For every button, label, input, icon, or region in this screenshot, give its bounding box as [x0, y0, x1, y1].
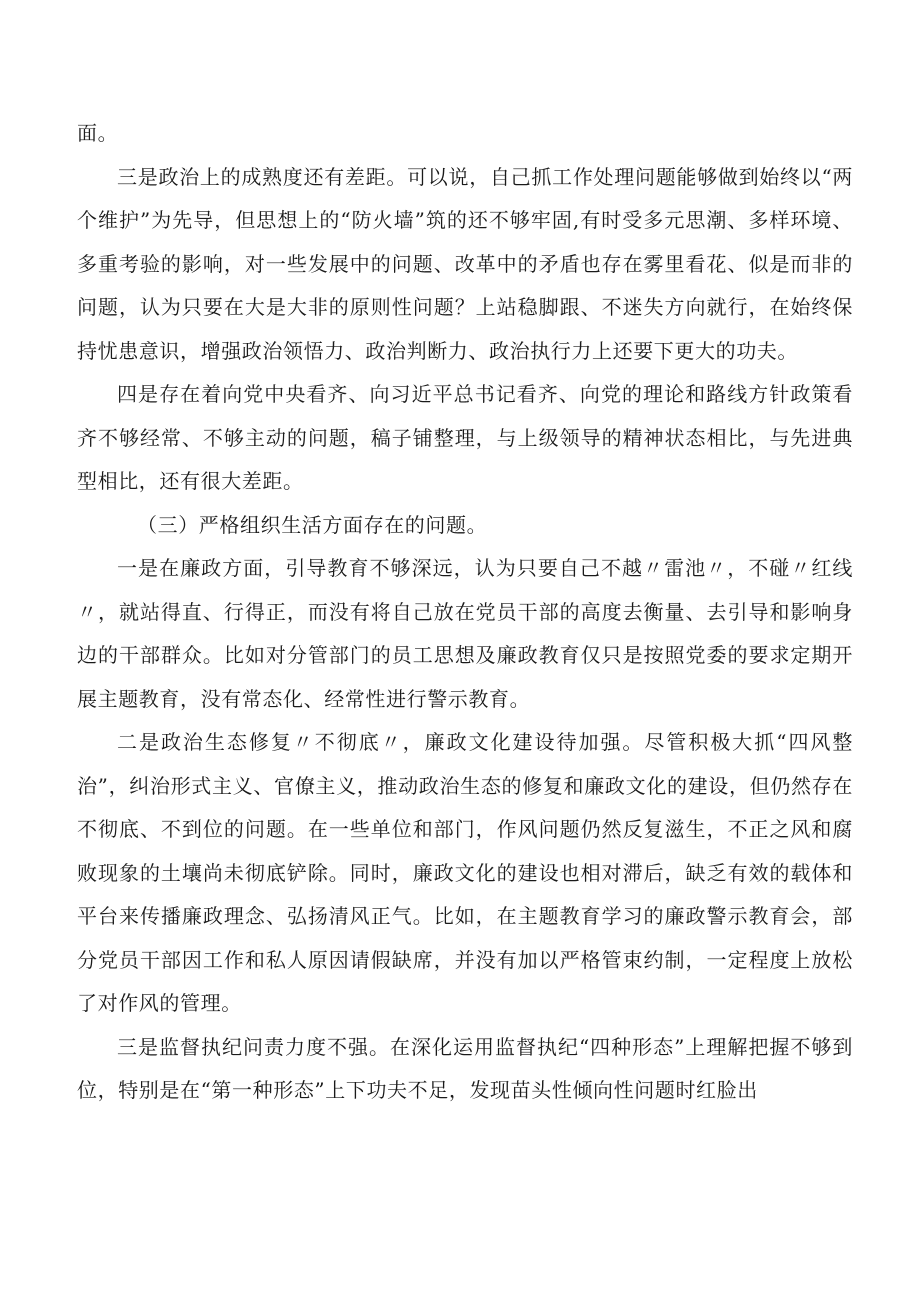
paragraph-supervision-discipline: 三是监督执纪问责力度不强。在深化运用监督执纪“四种形态”上理解把握不够到位，特别是在“第一种形态”上下功夫不足，发现苗头性倾向性问题时红脸出: [77, 1034, 853, 1102]
paragraph-political-maturity: 三是政治上的成熟度还有差距。可以说，自己抓工作处理问题能够做到始终以“两个维护”为先导，但思想上的“防火墙”筑的还不够牢固,有时受多元思潮、多样环境、多重考验的影响，对一些发展中的问题、改革中的矛盾也存在雾里看花、似是而非的问题，认为只要在大是大非的原则性问题？上站稳脚跟、不迷失方向就行，在始终保持忧患意识，增强政治领悟力、政治判断力、政治执行力上还要下更大的功夫。: [77, 164, 853, 363]
paragraph-political-ecology: 二是政治生态修复〃不彻底〃，廉政文化建设待加强。尽管积极大抓“四风整治”，纠治形式主义、官僚主义，推动政治生态的修复和廉政文化的建设，但仍然存在不彻底、不到位的问题。在一些单位和部门，作风问题仍然反复滋生，不正之风和腐败现象的土壤尚未彻底铲除。同时，廉政文化的建设也相对滞后，缺乏有效的载体和平台来传播廉政理念、弘扬清风正气。比如，在主题教育学习的廉政警示教育会，部分党员干部因工作和私人原因请假缺席，并没有加以严格管束约制，一定程度上放松了对作风的管理。: [77, 730, 853, 1015]
document-body: [77, 112, 853, 1113]
paragraph-integrity-education: 一是在廉政方面，引导教育不够深远，认为只要自己不越〃雷池〃，不碰〃红线〃，就站得直、行得正，而没有将自己放在党员干部的高度去衡量、去引导和影响身边的干部群众。比如对分管部门的员工思想及廉政教育仅只是按照党委的要求定期开展主题教育，没有常态化、经常性进行警示教育。: [77, 556, 853, 711]
paragraph-alignment-with-center: 四是存在着向党中央看齐、向习近平总书记看齐、向党的理论和路线方针政策看齐不够经常、不够主动的问题，稿子铺整理，与上级领导的精神状态相比，与先进典型相比，还有很大差距。: [77, 382, 853, 493]
continuation-paragraph: 面。: [77, 121, 119, 145]
section-heading-organizational-life: （三）严格组织生活方面存在的问题。: [137, 512, 488, 537]
